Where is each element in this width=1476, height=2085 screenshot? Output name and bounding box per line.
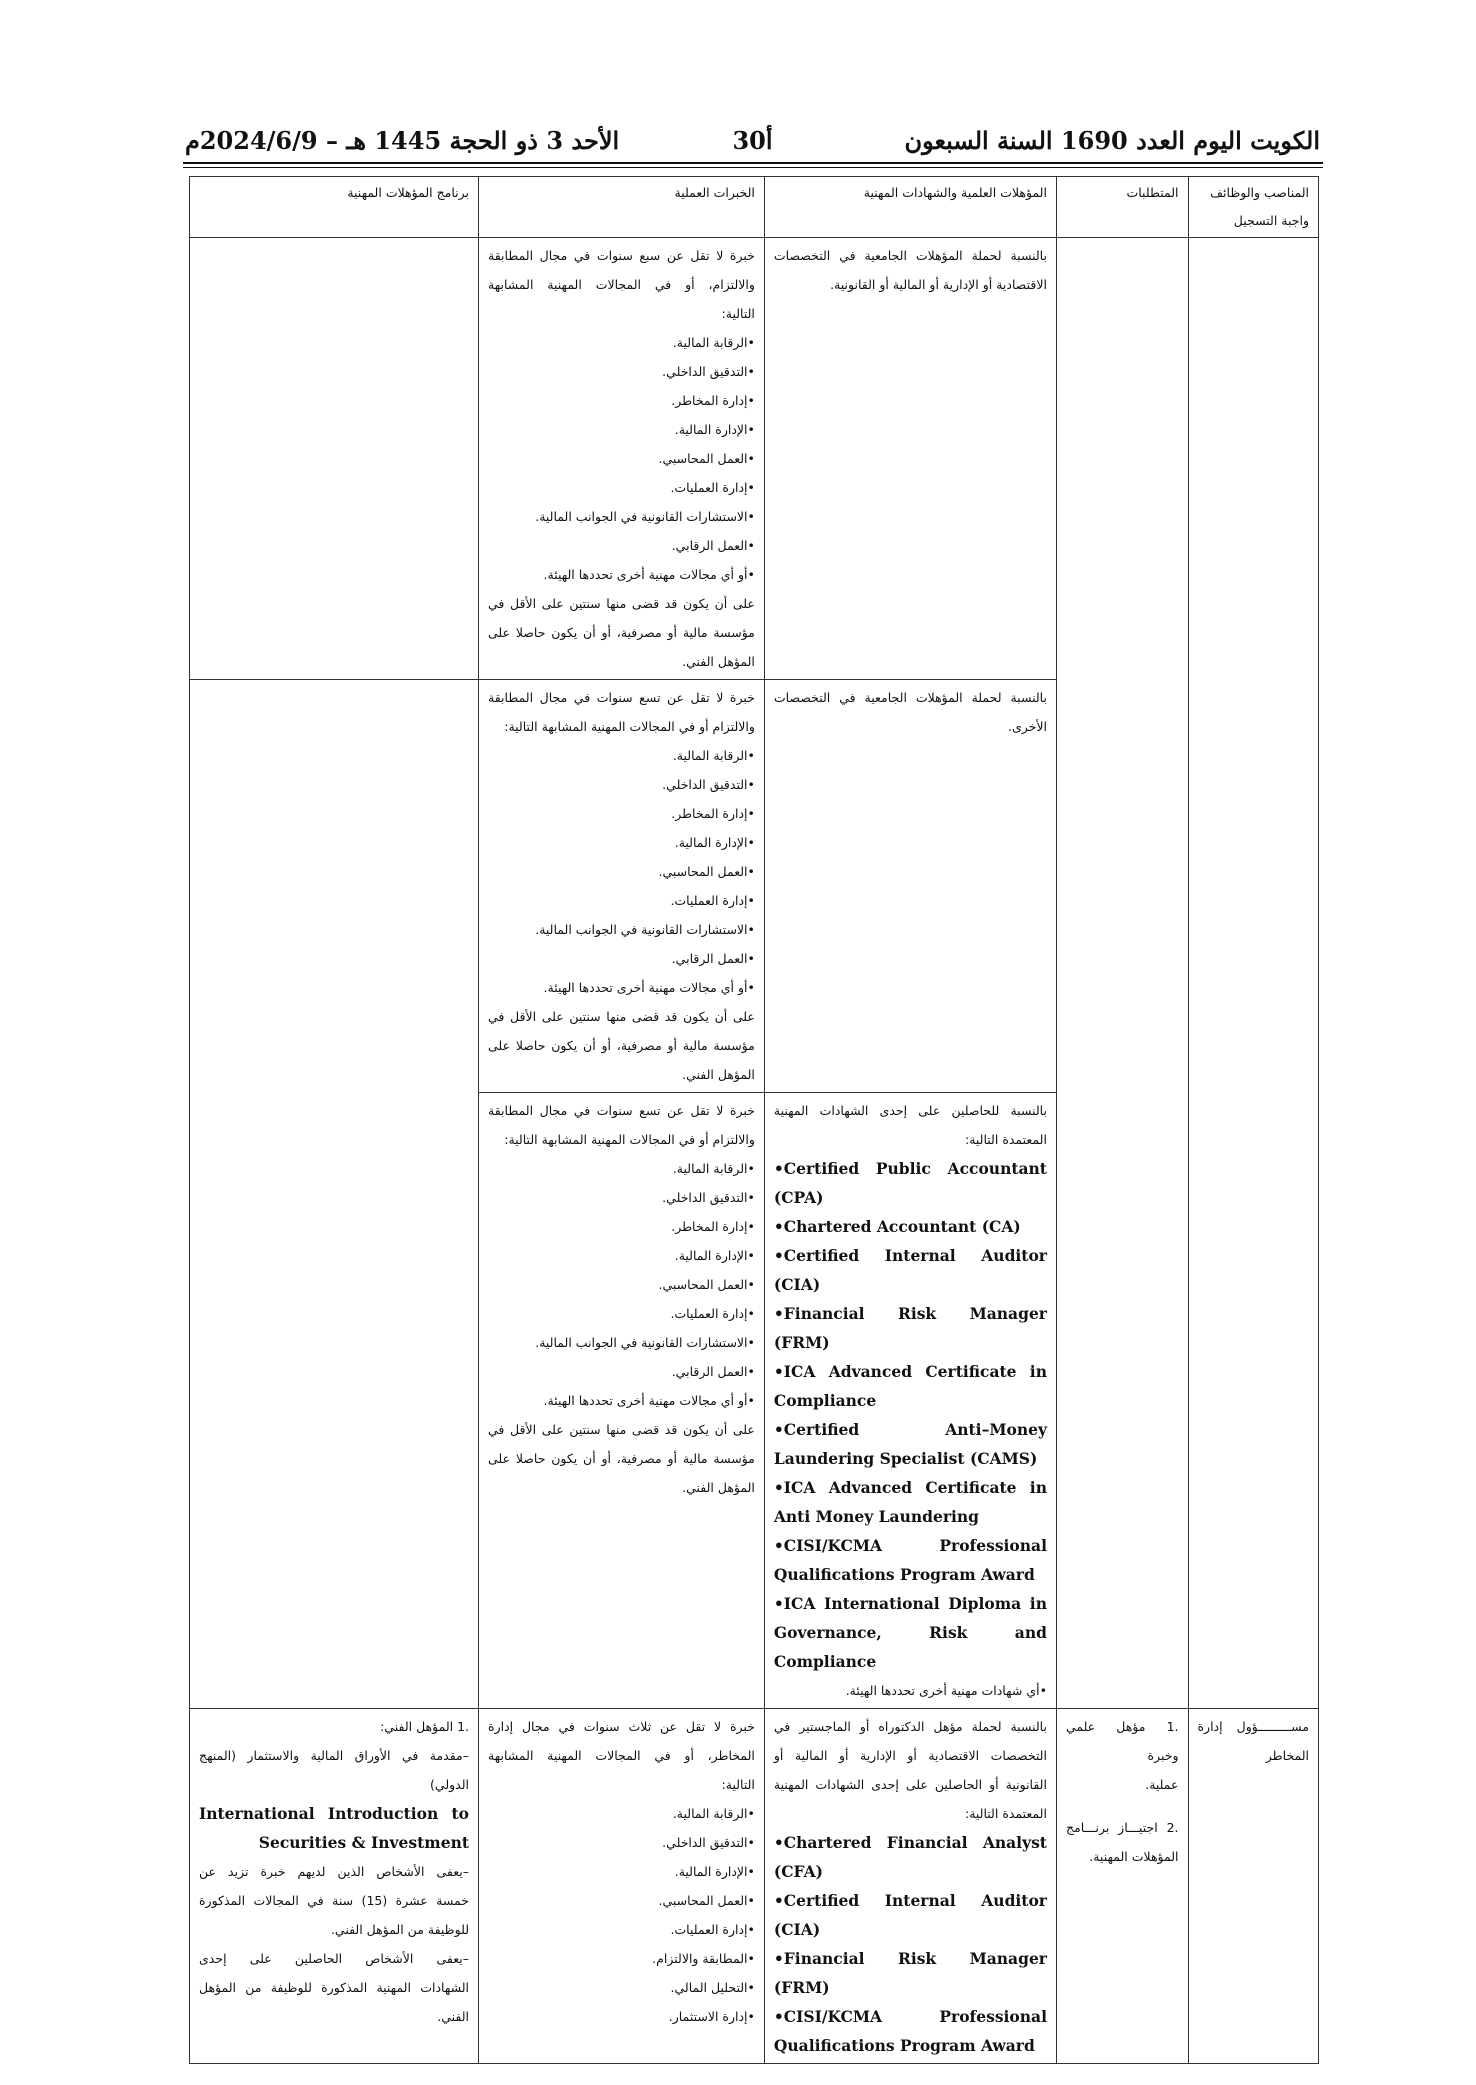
text-line: المخاطر: [1265, 1748, 1309, 1763]
spacer: [1066, 1799, 1179, 1813]
list-item: •التدقيق الداخلي.: [662, 777, 755, 792]
list-item: •التدقيق الداخلي.: [662, 1835, 755, 1850]
list-item: •التحليل المالي.: [670, 1980, 755, 1995]
program-cell: [190, 680, 479, 1709]
list-item: •العمل المحاسبي.: [658, 864, 755, 879]
program-cell: [190, 238, 479, 680]
table-row: [190, 1709, 1319, 2064]
text-line: –مقدمة في الأوراق المالية والاستثمار (المنهج: [199, 1748, 470, 1763]
qualifications-table: [189, 176, 1319, 2064]
text-line: القانونية أو الحاصلين على إحدى الشهادات المهنية: [773, 1777, 1047, 1792]
certificate-line: (CPA): [773, 1188, 824, 1207]
page-number: 30أ: [732, 126, 773, 155]
list-item: •أو أي مجالات مهنية أخرى تحددها الهيئة.: [543, 567, 755, 582]
certificate-line: •CISI/KCMA Professional: [773, 1536, 1047, 1555]
text-line: الشهادات المهنية المذكورة للوظيفة من المؤهل: [199, 1980, 470, 1995]
text-line: خمسة عشرة (15) سنة في المجالات المذكورة: [199, 1893, 470, 1908]
list-item: •أي شهادات مهنية أخرى تحددها الهيئة.: [845, 1683, 1047, 1698]
text-line: المعتمدة التالية:: [964, 1132, 1047, 1147]
text-line: بالنسبة للحاصلين على إحدى الشهادات المهنية: [773, 1103, 1047, 1118]
certificate-line: •Chartered Accountant (CA): [773, 1217, 1021, 1236]
list-item: •الاستشارات القانونية في الجوانب المالية.: [535, 922, 755, 937]
program-title-en: Securities & Investment: [258, 1833, 470, 1852]
program-cell: [190, 1709, 479, 2064]
certificate-line: Anti Money Laundering: [773, 1507, 980, 1526]
list-item: •أو أي مجالات مهنية أخرى تحددها الهيئة.: [543, 980, 755, 995]
certificate-line: •Financial Risk Manager (FRM): [773, 1304, 1047, 1352]
certificate-line: Qualifications Program Award: [773, 1565, 1035, 1584]
text-line: خبرة لا تقل عن تسع سنوات في مجال المطابقة: [488, 1103, 755, 1118]
program-title-en: International Introduction to: [199, 1804, 470, 1823]
text-line: على أن يكون قد قضى منها سنتين على الأقل في: [488, 1009, 755, 1024]
list-item: •العمل المحاسبي.: [658, 451, 755, 466]
list-item: •إدارة العمليات.: [670, 480, 755, 495]
text-line: خبرة لا تقل عن سبع سنوات في مجال المطابقة: [488, 248, 755, 263]
text-line: –يعفى الأشخاص الحاصلين على إحدى: [199, 1951, 470, 1966]
text-line: مؤسسة مالية أو مصرفية، أو أن يكون حاصلا على: [488, 1451, 755, 1466]
list-item: •الرقابة المالية.: [672, 748, 755, 763]
position-cell: [1188, 1709, 1319, 2064]
text-line: المؤهل الفني.: [682, 654, 755, 669]
text-line: والالتزام، أو في المجالات المهنية المشابهة: [488, 277, 755, 292]
text-line: المؤهل الفني.: [682, 1067, 755, 1082]
list-item: •إدارة المخاطر.: [671, 806, 755, 821]
text-line: المؤهل الفني.: [682, 1480, 755, 1495]
qualifications-cell: [764, 1093, 1056, 1709]
qualifications-cell: [764, 680, 1056, 1093]
list-item: •الاستشارات القانونية في الجوانب المالية.: [535, 509, 755, 524]
list-item: •الإدارة المالية.: [674, 1864, 755, 1879]
certificate-line: Qualifications Program Award: [773, 2036, 1035, 2055]
list-item: •إدارة المخاطر.: [671, 1219, 755, 1234]
certificate-line: •Financial Risk Manager (FRM): [773, 1949, 1047, 1997]
certificate-line: (CIA): [773, 1920, 821, 1939]
text-line: المؤهلات المهنية.: [1089, 1849, 1179, 1864]
list-item: •التدقيق الداخلي.: [662, 364, 755, 379]
position-cell: [1188, 238, 1319, 1709]
text-line: على أن يكون قد قضى منها سنتين على الأقل في: [488, 1422, 755, 1437]
certificate-line: Laundering Specialist (CAMS): [773, 1449, 1038, 1468]
certificate-line: •ICA International Diploma in: [773, 1594, 1047, 1613]
text-line: مســـــــــؤول إدارة: [1197, 1719, 1309, 1734]
certificate-line: •Certified Anti–Money: [773, 1420, 1047, 1439]
certificate-line: •Certified Internal Auditor: [773, 1246, 1047, 1265]
list-item: •إدارة العمليات.: [670, 1306, 755, 1321]
certificate-line: Governance, Risk and: [773, 1623, 1047, 1642]
experience-cell: [479, 1093, 765, 1709]
certificate-line: (CIA): [773, 1275, 821, 1294]
text-line: مؤسسة مالية أو مصرفية، أو أن يكون حاصلا على: [488, 1038, 755, 1053]
list-item: •العمل الرقابي.: [671, 538, 755, 553]
list-item: •الإدارة المالية.: [674, 835, 755, 850]
qualifications-cell: [764, 238, 1056, 680]
list-item: •إدارة العمليات.: [670, 1922, 755, 1937]
experience-cell: [479, 680, 765, 1093]
list-item: •المطابقة والالتزام.: [652, 1951, 755, 1966]
text-line: للوظيفة من المؤهل الفني.: [330, 1922, 470, 1937]
experience-cell: [479, 238, 765, 680]
certificate-line: Compliance: [773, 1391, 877, 1410]
list-item: •الرقابة المالية.: [672, 1806, 755, 1821]
text-line: .2 اجتيـــاز برنـــامج: [1065, 1820, 1179, 1835]
list-item: •أو أي مجالات مهنية أخرى تحددها الهيئة.: [543, 1393, 755, 1408]
list-item: •التدقيق الداخلي.: [662, 1190, 755, 1205]
header-position: المناصب والوظائف واجبة التسجيل: [1188, 177, 1319, 238]
header-rule-thin: [183, 167, 1323, 168]
list-item: •إدارة الاستثمار.: [668, 2009, 755, 2024]
list-item: •العمل الرقابي.: [671, 951, 755, 966]
text-line: على أن يكون قد قضى منها سنتين على الأقل في: [488, 596, 755, 611]
list-item: •الرقابة المالية.: [672, 335, 755, 350]
header-requirements: المتطلبات: [1056, 177, 1188, 238]
list-item: •إدارة المخاطر.: [671, 393, 755, 408]
text-line: الدولي): [430, 1777, 470, 1792]
text-line: .1 المؤهل الفني:: [380, 1719, 470, 1734]
list-item: •العمل المحاسبي.: [658, 1277, 755, 1292]
text-line: خبرة لا تقل عن ثلاث سنوات في مجال إدارة: [488, 1719, 755, 1734]
text-line: خبرة لا تقل عن تسع سنوات في مجال المطابقة: [488, 690, 755, 705]
text-line: والالتزام أو في المجالات المهنية المشابهة التالية:: [504, 1132, 755, 1147]
header-qualifications: المؤهلات العلمية والشهادات المهنية: [764, 177, 1056, 238]
table-row: [190, 238, 1319, 680]
list-item: •الإدارة المالية.: [674, 1248, 755, 1263]
header-program: برنامج المؤهلات المهنية: [190, 177, 479, 238]
certificate-line: •ICA Advanced Certificate in: [773, 1478, 1047, 1497]
list-item: •العمل الرقابي.: [671, 1364, 755, 1379]
text-line: عملية.: [1145, 1777, 1179, 1792]
text-line: التالية:: [721, 1777, 755, 1792]
certificate-line: (CFA): [773, 1862, 824, 1881]
list-item: •العمل المحاسبي.: [658, 1893, 755, 1908]
text-line: الاقتصادية أو الإدارية أو المالية أو القانونية.: [830, 277, 1047, 292]
list-item: •إدارة العمليات.: [670, 893, 755, 908]
header-experience: الخبرات العملية: [479, 177, 765, 238]
certificate-line: •ICA Advanced Certificate in: [773, 1362, 1047, 1381]
table-header-row: [190, 177, 1319, 238]
list-item: •الإدارة المالية.: [674, 422, 755, 437]
certificate-line: •CISI/KCMA Professional: [773, 2007, 1047, 2026]
issue-date: الأحد 3 ذو الحجة 1445 هـ – 2024/6/9م: [185, 126, 620, 155]
text-line: والالتزام أو في المجالات المهنية المشابهة التالية:: [504, 719, 755, 734]
text-line: الفني.: [437, 2009, 470, 2024]
certificate-line: •Chartered Financial Analyst: [773, 1833, 1047, 1852]
text-line: المخاطر، أو في المجالات المهنية المشابهة: [488, 1748, 755, 1763]
gazette-issue: الكويت اليوم العدد 1690 السنة السبعون: [904, 126, 1320, 155]
header-rule-thick: [183, 162, 1323, 164]
text-line: التالية:: [721, 306, 755, 321]
text-line: الأخرى.: [1007, 719, 1047, 734]
list-item: •الاستشارات القانونية في الجوانب المالية.: [535, 1335, 755, 1350]
text-line: التخصصات الاقتصادية أو الإدارية أو المالية أو: [773, 1748, 1047, 1763]
page-header: [185, 120, 1320, 160]
text-line: –يعفى الأشخاص الذين لديهم خبرة تزيد عن: [199, 1864, 470, 1879]
text-line: .1 مؤهل علمي وخبرة: [1065, 1719, 1179, 1763]
text-line: بالنسبة لحملة مؤهل الدكتوراه أو الماجستير في: [773, 1719, 1047, 1734]
certificate-line: •Certified Internal Auditor: [773, 1891, 1047, 1910]
list-item: •الرقابة المالية.: [672, 1161, 755, 1176]
text-line: مؤسسة مالية أو مصرفية، أو أن يكون حاصلا على: [488, 625, 755, 640]
text-line: بالنسبة لحملة المؤهلات الجامعية في التخصصات: [773, 690, 1047, 705]
certificate-line: Compliance: [773, 1652, 877, 1671]
requirements-cell: [1056, 1709, 1188, 2064]
experience-cell: [479, 1709, 765, 2064]
certificate-line: •Certified Public Accountant: [773, 1159, 1047, 1178]
requirements-cell: [1056, 238, 1188, 1709]
qualifications-cell: [764, 1709, 1056, 2064]
text-line: بالنسبة لحملة المؤهلات الجامعية في التخصصات: [773, 248, 1047, 263]
text-line: المعتمدة التالية:: [964, 1806, 1047, 1821]
